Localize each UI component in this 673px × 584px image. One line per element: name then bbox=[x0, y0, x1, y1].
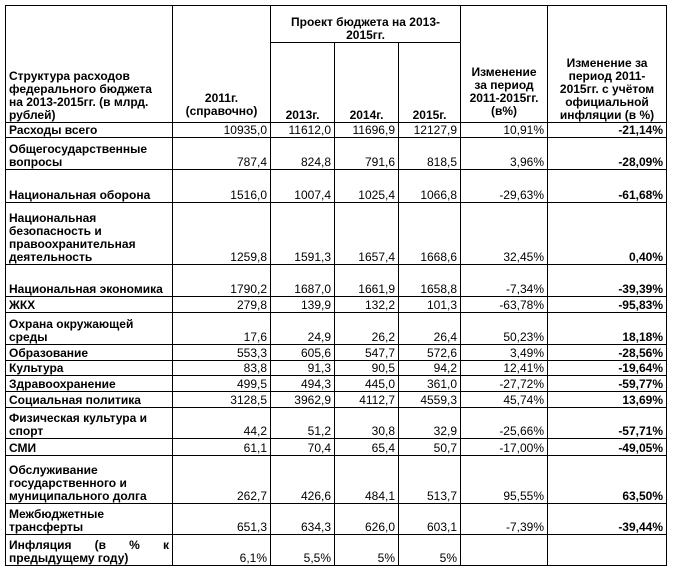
cell-change: 10,91% bbox=[461, 123, 548, 138]
table-row bbox=[6, 345, 667, 361]
cell-2011: 83,8 bbox=[173, 361, 271, 376]
cell-2013: 11612,0 bbox=[271, 123, 335, 138]
cell-change: 95,55% bbox=[461, 456, 548, 504]
inflation-empty-1 bbox=[461, 535, 548, 566]
table-row bbox=[6, 456, 667, 504]
cell-change-real: 13,69% bbox=[548, 392, 667, 408]
cell-2011: 61,1 bbox=[173, 439, 271, 456]
table-row bbox=[6, 265, 667, 297]
cell-2015: 513,7 bbox=[399, 456, 461, 504]
cell-2011: 3128,5 bbox=[173, 392, 271, 408]
cell-change-real: -39,39% bbox=[548, 265, 667, 297]
cell-2015: 1066,8 bbox=[399, 170, 461, 203]
header-change-real: Изменение за период 2011-2015гг. с учётом официальной инфляции (в %) bbox=[548, 6, 667, 123]
cell-2014: 1657,4 bbox=[335, 203, 399, 265]
table-row bbox=[6, 138, 667, 170]
table-row bbox=[6, 203, 667, 265]
table-row bbox=[6, 297, 667, 313]
row-name: Физическая культура и спорт bbox=[6, 408, 173, 439]
budget-table bbox=[5, 5, 667, 566]
budget-sheet bbox=[5, 5, 667, 566]
cell-change-real: -59,77% bbox=[548, 376, 667, 392]
row-name: Здравоохранение bbox=[6, 376, 173, 392]
table-row bbox=[6, 123, 667, 138]
cell-change-real: 0,40% bbox=[548, 203, 667, 265]
row-name: Культура bbox=[6, 361, 173, 376]
header-structure: Структура расходов федерального бюджета на 2013-2015гг. (в млрд. рублей) bbox=[6, 6, 173, 123]
cell-2014: 65,4 bbox=[335, 439, 399, 456]
cell-2013: 824,8 bbox=[271, 138, 335, 170]
cell-2014: 90,5 bbox=[335, 361, 399, 376]
row-name: Общегосударственные вопросы bbox=[6, 138, 173, 170]
cell-2011: 651,3 bbox=[173, 504, 271, 535]
header-change: Изменение за период 2011-2015гг. (в%) bbox=[461, 6, 548, 123]
header-2014: 2014г. bbox=[335, 43, 399, 123]
row-name: Национальная оборона bbox=[6, 170, 173, 203]
cell-2011: 553,3 bbox=[173, 345, 271, 361]
table-row bbox=[6, 504, 667, 535]
cell-2013: 3962,9 bbox=[271, 392, 335, 408]
cell-change-real: -19,64% bbox=[548, 361, 667, 376]
cell-2015: 572,6 bbox=[399, 345, 461, 361]
inflation-word-2: (в bbox=[94, 538, 106, 552]
row-name: Национальная безопасность и правоохранительная деятельность bbox=[6, 203, 173, 265]
cell-change-real: -49,05% bbox=[548, 439, 667, 456]
cell-change: -27,72% bbox=[461, 376, 548, 392]
table-body bbox=[6, 123, 667, 566]
row-name: Межбюджетные трансферты bbox=[6, 504, 173, 535]
cell-2015: 603,1 bbox=[399, 504, 461, 535]
cell-2013: 1687,0 bbox=[271, 265, 335, 297]
cell-2011: 10935,0 bbox=[173, 123, 271, 138]
cell-2015: 26,4 bbox=[399, 313, 461, 345]
cell-2015: 361,0 bbox=[399, 376, 461, 392]
cell-change: -17,00% bbox=[461, 439, 548, 456]
cell-2013: 70,4 bbox=[271, 439, 335, 456]
cell-2015: 4559,3 bbox=[399, 392, 461, 408]
inflation-label bbox=[6, 535, 173, 566]
row-name: Расходы всего bbox=[6, 123, 173, 138]
cell-2014: 132,2 bbox=[335, 297, 399, 313]
cell-2011: 44,2 bbox=[173, 408, 271, 439]
cell-2011: 262,7 bbox=[173, 456, 271, 504]
cell-2011: 17,6 bbox=[173, 313, 271, 345]
header-project: Проект бюджета на 2013-2015гг. bbox=[271, 6, 461, 43]
cell-2015: 12127,9 bbox=[399, 123, 461, 138]
cell-2011: 1790,2 bbox=[173, 265, 271, 297]
inflation-label-line-2: предыдущему году) bbox=[9, 551, 129, 565]
cell-2014: 4112,7 bbox=[335, 392, 399, 408]
cell-change: -7,34% bbox=[461, 265, 548, 297]
cell-2015: 818,5 bbox=[399, 138, 461, 170]
inflation-2013: 5,5% bbox=[271, 535, 335, 566]
table-row bbox=[6, 439, 667, 456]
cell-2013: 1007,4 bbox=[271, 170, 335, 203]
cell-2014: 484,1 bbox=[335, 456, 399, 504]
cell-2013: 91,3 bbox=[271, 361, 335, 376]
cell-2014: 26,2 bbox=[335, 313, 399, 345]
cell-change-real: -57,71% bbox=[548, 408, 667, 439]
cell-change: 3,49% bbox=[461, 345, 548, 361]
cell-2013: 426,6 bbox=[271, 456, 335, 504]
inflation-word-3: % bbox=[129, 538, 140, 552]
row-name: Охрана окружающей среды bbox=[6, 313, 173, 345]
cell-change-real: -28,56% bbox=[548, 345, 667, 361]
cell-change: 32,45% bbox=[461, 203, 548, 265]
cell-2015: 1668,6 bbox=[399, 203, 461, 265]
row-name: СМИ bbox=[6, 439, 173, 456]
cell-change: 3,96% bbox=[461, 138, 548, 170]
inflation-2014: 5% bbox=[335, 535, 399, 566]
cell-2011: 1259,8 bbox=[173, 203, 271, 265]
header-2011: 2011г. (справочно) bbox=[173, 6, 271, 123]
cell-2015: 1658,8 bbox=[399, 265, 461, 297]
inflation-row bbox=[6, 535, 667, 566]
cell-2015: 101,3 bbox=[399, 297, 461, 313]
cell-change-real: -61,68% bbox=[548, 170, 667, 203]
cell-2013: 605,6 bbox=[271, 345, 335, 361]
cell-2011: 499,5 bbox=[173, 376, 271, 392]
cell-2013: 51,2 bbox=[271, 408, 335, 439]
table-row bbox=[6, 170, 667, 203]
header-2015: 2015г. bbox=[399, 43, 461, 123]
row-name: ЖКХ bbox=[6, 297, 173, 313]
table-row bbox=[6, 376, 667, 392]
cell-2011: 279,8 bbox=[173, 297, 271, 313]
cell-2014: 547,7 bbox=[335, 345, 399, 361]
inflation-2011: 6,1% bbox=[173, 535, 271, 566]
cell-change-real: -28,09% bbox=[548, 138, 667, 170]
table-row bbox=[6, 313, 667, 345]
cell-change-real: -95,83% bbox=[548, 297, 667, 313]
inflation-empty-2 bbox=[548, 535, 667, 566]
cell-2014: 445,0 bbox=[335, 376, 399, 392]
cell-2011: 1516,0 bbox=[173, 170, 271, 203]
cell-2014: 1661,9 bbox=[335, 265, 399, 297]
cell-2014: 626,0 bbox=[335, 504, 399, 535]
cell-change-real: 63,50% bbox=[548, 456, 667, 504]
row-name: Обслуживание государственного и муниципального долга bbox=[6, 456, 173, 504]
cell-change: 12,41% bbox=[461, 361, 548, 376]
table-row bbox=[6, 361, 667, 376]
inflation-word-4: к bbox=[162, 538, 169, 552]
cell-2013: 494,3 bbox=[271, 376, 335, 392]
cell-2013: 24,9 bbox=[271, 313, 335, 345]
cell-2015: 94,2 bbox=[399, 361, 461, 376]
table-row bbox=[6, 408, 667, 439]
header-row-1 bbox=[6, 6, 667, 43]
cell-2011: 787,4 bbox=[173, 138, 271, 170]
cell-change: -25,66% bbox=[461, 408, 548, 439]
inflation-2015: 5% bbox=[399, 535, 461, 566]
cell-change-real: -21,14% bbox=[548, 123, 667, 138]
table-row bbox=[6, 392, 667, 408]
cell-change: -7,39% bbox=[461, 504, 548, 535]
cell-change-real: 18,18% bbox=[548, 313, 667, 345]
cell-change-real: -39,44% bbox=[548, 504, 667, 535]
row-name: Национальная экономика bbox=[6, 265, 173, 297]
row-name: Социальная политика bbox=[6, 392, 173, 408]
cell-2013: 1591,3 bbox=[271, 203, 335, 265]
row-name: Образование bbox=[6, 345, 173, 361]
cell-2014: 791,6 bbox=[335, 138, 399, 170]
inflation-word-1: Инфляция bbox=[9, 538, 72, 552]
cell-2013: 139,9 bbox=[271, 297, 335, 313]
cell-2015: 32,9 bbox=[399, 408, 461, 439]
cell-2014: 30,8 bbox=[335, 408, 399, 439]
cell-change: -29,63% bbox=[461, 170, 548, 203]
cell-2014: 11696,9 bbox=[335, 123, 399, 138]
cell-2013: 634,3 bbox=[271, 504, 335, 535]
cell-change: 50,23% bbox=[461, 313, 548, 345]
cell-2015: 50,7 bbox=[399, 439, 461, 456]
header-2013: 2013г. bbox=[271, 43, 335, 123]
cell-change: 45,74% bbox=[461, 392, 548, 408]
cell-change: -63,78% bbox=[461, 297, 548, 313]
cell-2014: 1025,4 bbox=[335, 170, 399, 203]
